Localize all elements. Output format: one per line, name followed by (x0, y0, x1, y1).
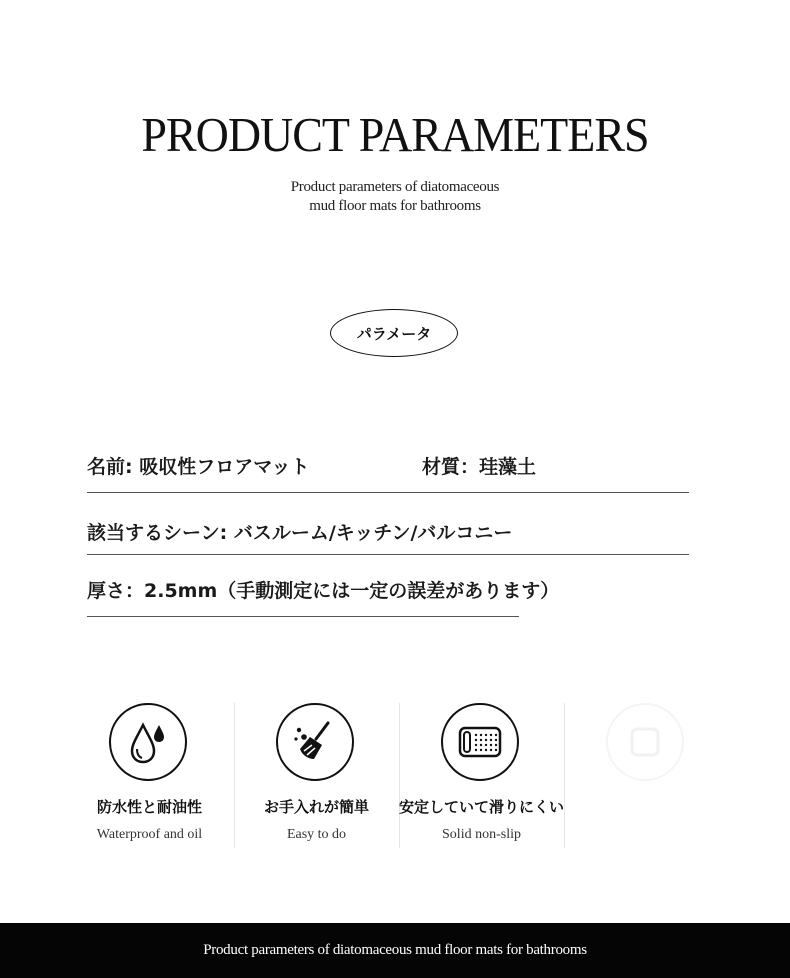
feature-waterproof (67, 700, 232, 850)
divider-2 (87, 554, 689, 555)
divider-1 (87, 492, 689, 493)
param-thickness: 厚さ：2.5mm（手動測定には一定の誤差があります） (87, 580, 560, 602)
page-subtitle (0, 178, 790, 216)
faded-icon (606, 703, 684, 781)
feature-label-en: Easy to do (286, 827, 347, 842)
footer-bar (0, 923, 790, 978)
divider-3 (87, 616, 519, 617)
param-name: 名前: 吸収性フロアマット (87, 456, 310, 478)
feature-label-jp: お手入れが簡単 (263, 798, 369, 816)
feature-non-slip (399, 700, 564, 850)
feature-label-jp: 防水性と耐油性 (96, 798, 202, 816)
feature-label-en: Waterproof and oil (96, 827, 203, 842)
param-material: 材質：珪藻土 (422, 456, 537, 478)
feature-label-jp: 安定していて滑りにくい (399, 798, 565, 816)
parameters-badge (330, 309, 458, 357)
feature-faded (564, 700, 729, 850)
param-scene: 該当するシーン: バスルーム/キッチン/バルコニー (87, 522, 513, 544)
feature-easy-clean (234, 700, 399, 850)
subtitle-line-1: Product parameters of diatomaceous (290, 179, 500, 195)
subtitle-line-2: mud floor mats for bathrooms (309, 198, 481, 214)
page-title: PRODUCT PARAMETERS (141, 107, 649, 162)
parameters-badge-label: パラメータ (356, 324, 432, 343)
broom-icon (276, 703, 354, 781)
water-drop-icon (109, 703, 187, 781)
footer-text: Product parameters of diatomaceous mud floor mats for bathrooms (203, 942, 587, 958)
feature-label-en: Solid non-slip (442, 827, 521, 842)
non-slip-mat-icon (441, 703, 519, 781)
